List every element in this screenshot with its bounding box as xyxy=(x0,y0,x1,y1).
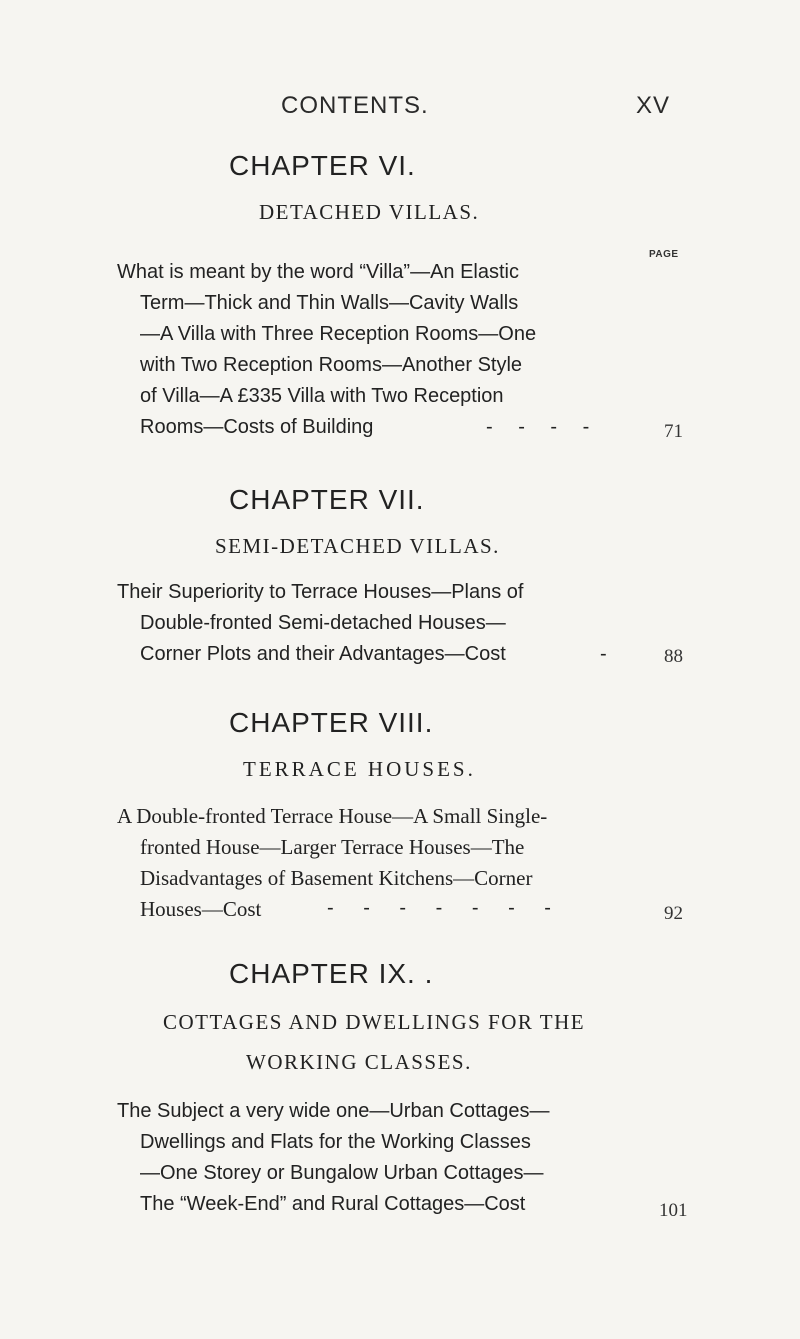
running-page-number: XV xyxy=(636,92,671,119)
chapter-heading: CHAPTER VIII. xyxy=(229,707,434,738)
running-head xyxy=(0,92,800,132)
chapter-subtitle: WORKING CLASSES. xyxy=(246,1050,472,1074)
chapter-subtitle: DETACHED VILLAS. xyxy=(259,200,480,224)
summary-line: Disadvantages of Basement Kitchens—Corner xyxy=(140,866,533,890)
page-reference: 92 xyxy=(664,903,683,924)
summary-line: Corner Plots and their Advantages—Cost xyxy=(140,643,506,665)
chapter-subtitle: SEMI-DETACHED VILLAS. xyxy=(215,534,500,558)
page-column-label: PAGE xyxy=(649,249,679,260)
summary-line: of Villa—A £335 Villa with Two Reception xyxy=(140,385,504,407)
chapter-heading: CHAPTER VI. xyxy=(229,150,416,181)
chapter-subtitle: COTTAGES AND DWELLINGS FOR THE xyxy=(163,1010,586,1034)
summary-line: fronted House—Larger Terrace Houses—The xyxy=(140,835,525,859)
page-reference: 71 xyxy=(664,421,683,442)
dot-leader: - - - - - - - xyxy=(327,897,563,919)
summary-line: Dwellings and Flats for the Working Classes xyxy=(140,1131,531,1153)
summary-line: Their Superiority to Terrace Houses—Plans of xyxy=(117,581,524,603)
summary-line: with Two Reception Rooms—Another Style xyxy=(140,354,523,376)
page-reference: 88 xyxy=(664,646,683,667)
running-title: CONTENTS. xyxy=(281,92,429,119)
chapter-subtitle: TERRACE HOUSES. xyxy=(243,757,476,781)
chapter-heading: CHAPTER VII. xyxy=(229,484,425,515)
page-reference: 101 xyxy=(659,1200,688,1221)
summary-line: The “Week-End” and Rural Cottages—Cost xyxy=(140,1193,526,1215)
dot-leader: - xyxy=(600,643,617,665)
summary-line: —One Storey or Bungalow Urban Cottages— xyxy=(140,1162,544,1184)
summary-line: Term—Thick and Thin Walls—Cavity Walls xyxy=(140,292,519,314)
dot-leader: - - - - xyxy=(486,416,600,438)
summary-line: What is meant by the word “Villa”—An Elastic xyxy=(117,261,520,283)
chapter-heading: CHAPTER IX. . xyxy=(229,958,434,989)
summary-line: The Subject a very wide one—Urban Cottages— xyxy=(117,1100,550,1122)
summary-line: Rooms—Costs of Building xyxy=(140,416,374,438)
summary-line: A Double-fronted Terrace House—A Small Single- xyxy=(117,804,548,828)
summary-line: Houses—Cost xyxy=(140,897,262,921)
summary-line: Double-fronted Semi-detached Houses— xyxy=(140,612,506,634)
summary-line: —A Villa with Three Reception Rooms—One xyxy=(140,323,537,345)
